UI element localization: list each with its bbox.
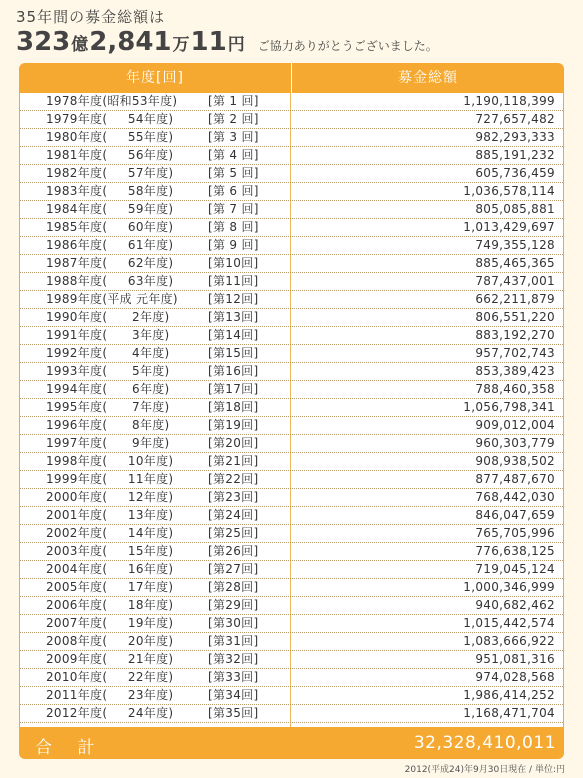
row-year: 2006年度( 18年度) bbox=[46, 598, 174, 612]
row-round: [第 8 回] bbox=[208, 220, 259, 234]
total-row bbox=[19, 727, 564, 759]
row-amount: 957,702,743 bbox=[475, 346, 555, 360]
row-year: 1999年度( 11年度) bbox=[46, 472, 174, 486]
row-year: 1983年度( 58年度) bbox=[46, 184, 174, 198]
row-amount: 787,437,001 bbox=[475, 274, 555, 288]
row-amount: 951,081,316 bbox=[475, 652, 555, 666]
row-amount: 1,056,798,341 bbox=[463, 400, 555, 414]
row-year: 1982年度( 57年度) bbox=[46, 166, 174, 180]
row-amount: 1,168,471,704 bbox=[463, 706, 555, 720]
row-amount: 982,293,333 bbox=[475, 130, 555, 144]
table-row bbox=[20, 705, 563, 723]
row-round: [第28回] bbox=[208, 580, 259, 594]
amount-man-unit: 万 bbox=[172, 35, 190, 55]
row-year: 1984年度( 59年度) bbox=[46, 202, 174, 216]
row-year: 2004年度( 16年度) bbox=[46, 562, 174, 576]
table-row bbox=[20, 615, 563, 633]
table-row bbox=[20, 453, 563, 471]
table-row bbox=[20, 183, 563, 201]
row-amount: 805,085,881 bbox=[475, 202, 555, 216]
row-round: [第 5 回] bbox=[208, 166, 259, 180]
total-value: 32,328,410,011 bbox=[413, 733, 556, 753]
table-row bbox=[20, 309, 563, 327]
row-amount: 885,465,365 bbox=[475, 256, 555, 270]
row-round: [第14回] bbox=[208, 328, 259, 342]
row-year: 2001年度( 13年度) bbox=[46, 508, 174, 522]
row-amount: 974,028,568 bbox=[475, 670, 555, 684]
table-row bbox=[20, 651, 563, 669]
row-round: [第15回] bbox=[208, 346, 259, 360]
row-amount: 1,013,429,697 bbox=[463, 220, 555, 234]
row-round: [第33回] bbox=[208, 670, 259, 684]
row-amount: 909,012,004 bbox=[475, 418, 555, 432]
row-year: 1986年度( 61年度) bbox=[46, 238, 174, 252]
table-row bbox=[20, 255, 563, 273]
row-year: 1990年度( 2年度) bbox=[46, 310, 170, 324]
table-row bbox=[20, 201, 563, 219]
row-round: [第13回] bbox=[208, 310, 259, 324]
row-amount: 719,045,124 bbox=[475, 562, 555, 576]
row-year: 2011年度( 23年度) bbox=[46, 688, 174, 702]
table-body bbox=[20, 93, 563, 727]
row-round: [第22回] bbox=[208, 472, 259, 486]
thanks-message: ご協力ありがとうございました。 bbox=[257, 39, 438, 53]
row-amount: 1,986,414,252 bbox=[463, 688, 555, 702]
row-amount: 749,355,128 bbox=[475, 238, 555, 252]
row-amount: 883,192,270 bbox=[475, 328, 555, 342]
row-round: [第24回] bbox=[208, 508, 259, 522]
table-row bbox=[20, 417, 563, 435]
row-round: [第 7 回] bbox=[208, 202, 259, 216]
row-year: 1995年度( 7年度) bbox=[46, 400, 170, 414]
row-year: 2008年度( 20年度) bbox=[46, 634, 174, 648]
table-row bbox=[20, 525, 563, 543]
row-round: [第 2 回] bbox=[208, 112, 259, 126]
row-round: [第 4 回] bbox=[208, 148, 259, 162]
row-amount: 765,705,996 bbox=[475, 526, 555, 540]
row-round: [第 1 回] bbox=[208, 94, 259, 108]
row-amount: 1,083,666,922 bbox=[463, 634, 555, 648]
row-amount: 605,736,459 bbox=[475, 166, 555, 180]
table-row bbox=[20, 111, 563, 129]
row-amount: 908,938,502 bbox=[475, 454, 555, 468]
row-year: 2003年度( 15年度) bbox=[46, 544, 174, 558]
row-round: [第31回] bbox=[208, 634, 259, 648]
row-year: 1987年度( 62年度) bbox=[46, 256, 174, 270]
table-row bbox=[20, 327, 563, 345]
row-round: [第32回] bbox=[208, 652, 259, 666]
table-row bbox=[20, 561, 563, 579]
row-year: 2000年度( 12年度) bbox=[46, 490, 174, 504]
table-row bbox=[20, 597, 563, 615]
table-row bbox=[20, 237, 563, 255]
row-amount: 846,047,659 bbox=[475, 508, 555, 522]
row-round: [第17回] bbox=[208, 382, 259, 396]
table-row bbox=[20, 129, 563, 147]
row-round: [第16回] bbox=[208, 364, 259, 378]
row-amount: 853,389,423 bbox=[475, 364, 555, 378]
row-amount: 1,036,578,114 bbox=[463, 184, 555, 198]
row-year: 1991年度( 3年度) bbox=[46, 328, 170, 342]
row-year: 1992年度( 4年度) bbox=[46, 346, 170, 360]
row-year: 1996年度( 8年度) bbox=[46, 418, 170, 432]
row-round: [第21回] bbox=[208, 454, 259, 468]
table-row bbox=[20, 633, 563, 651]
table-row bbox=[20, 543, 563, 561]
row-year: 1993年度( 5年度) bbox=[46, 364, 170, 378]
table-row bbox=[20, 687, 563, 705]
row-year: 2005年度( 17年度) bbox=[46, 580, 174, 594]
amount-oku: 323 bbox=[16, 27, 71, 57]
row-year: 1981年度( 56年度) bbox=[46, 148, 174, 162]
total-label: 合 計 bbox=[35, 738, 105, 758]
row-amount: 1,000,346,999 bbox=[463, 580, 555, 594]
table-row bbox=[20, 345, 563, 363]
table-row bbox=[20, 579, 563, 597]
row-round: [第26回] bbox=[208, 544, 259, 558]
table-row bbox=[20, 93, 563, 111]
table-row bbox=[20, 363, 563, 381]
table-row bbox=[20, 219, 563, 237]
row-round: [第12回] bbox=[208, 292, 259, 306]
row-amount: 960,303,779 bbox=[475, 436, 555, 450]
column-header-year: 年度[回] bbox=[126, 70, 184, 86]
row-year: 1979年度( 54年度) bbox=[46, 112, 174, 126]
table-row bbox=[20, 669, 563, 687]
row-round: [第18回] bbox=[208, 400, 259, 414]
row-year: 2010年度( 22年度) bbox=[46, 670, 174, 684]
row-year: 1978年度(昭和53年度) bbox=[46, 94, 178, 108]
row-amount: 776,638,125 bbox=[475, 544, 555, 558]
row-year: 1985年度( 60年度) bbox=[46, 220, 174, 234]
table-row bbox=[20, 471, 563, 489]
table-row bbox=[20, 291, 563, 309]
row-year: 1994年度( 6年度) bbox=[46, 382, 170, 396]
row-amount: 806,551,220 bbox=[475, 310, 555, 324]
amount-oku-unit: 億 bbox=[71, 35, 89, 55]
table-row bbox=[20, 399, 563, 417]
row-year: 2002年度( 14年度) bbox=[46, 526, 174, 540]
table-row bbox=[20, 147, 563, 165]
row-year: 1989年度(平成 元年度) bbox=[46, 292, 178, 306]
row-amount: 662,211,879 bbox=[475, 292, 555, 306]
amount-en-unit: 円 bbox=[227, 35, 245, 55]
footnote: 2012(平成24)年9月30日現在 / 単位:円 bbox=[404, 765, 565, 775]
row-round: [第34回] bbox=[208, 688, 259, 702]
row-round: [第10回] bbox=[208, 256, 259, 270]
row-year: 1980年度( 55年度) bbox=[46, 130, 174, 144]
row-amount: 768,442,030 bbox=[475, 490, 555, 504]
table-row bbox=[20, 489, 563, 507]
row-year: 2012年度( 24年度) bbox=[46, 706, 174, 720]
row-year: 1997年度( 9年度) bbox=[46, 436, 170, 450]
row-amount: 788,460,358 bbox=[475, 382, 555, 396]
row-round: [第20回] bbox=[208, 436, 259, 450]
row-round: [第27回] bbox=[208, 562, 259, 576]
table-row bbox=[20, 507, 563, 525]
row-round: [第 9 回] bbox=[208, 238, 259, 252]
row-year: 2007年度( 19年度) bbox=[46, 616, 174, 630]
row-round: [第19回] bbox=[208, 418, 259, 432]
row-round: [第30回] bbox=[208, 616, 259, 630]
summary-lead: 35年間の募金総額は bbox=[16, 8, 166, 26]
donation-table bbox=[19, 63, 564, 759]
row-round: [第11回] bbox=[208, 274, 259, 288]
row-round: [第25回] bbox=[208, 526, 259, 540]
row-amount: 885,191,232 bbox=[475, 148, 555, 162]
row-round: [第23回] bbox=[208, 490, 259, 504]
table-row bbox=[20, 435, 563, 453]
row-round: [第29回] bbox=[208, 598, 259, 612]
amount-man: 2,841 bbox=[89, 27, 172, 57]
row-round: [第 6 回] bbox=[208, 184, 259, 198]
row-amount: 940,682,462 bbox=[475, 598, 555, 612]
table-row bbox=[20, 273, 563, 291]
row-amount: 727,657,482 bbox=[475, 112, 555, 126]
column-header-amount: 募金総額 bbox=[398, 70, 458, 86]
table-row bbox=[20, 381, 563, 399]
row-round: [第35回] bbox=[208, 706, 259, 720]
amount-en: 11 bbox=[190, 27, 227, 57]
row-year: 1988年度( 63年度) bbox=[46, 274, 174, 288]
summary-amount bbox=[16, 27, 438, 57]
row-round: [第 3 回] bbox=[208, 130, 259, 144]
row-year: 1998年度( 10年度) bbox=[46, 454, 174, 468]
table-row bbox=[20, 165, 563, 183]
row-amount: 1,190,118,399 bbox=[463, 94, 555, 108]
row-amount: 877,487,670 bbox=[475, 472, 555, 486]
row-amount: 1,015,442,574 bbox=[463, 616, 555, 630]
row-year: 2009年度( 21年度) bbox=[46, 652, 174, 666]
